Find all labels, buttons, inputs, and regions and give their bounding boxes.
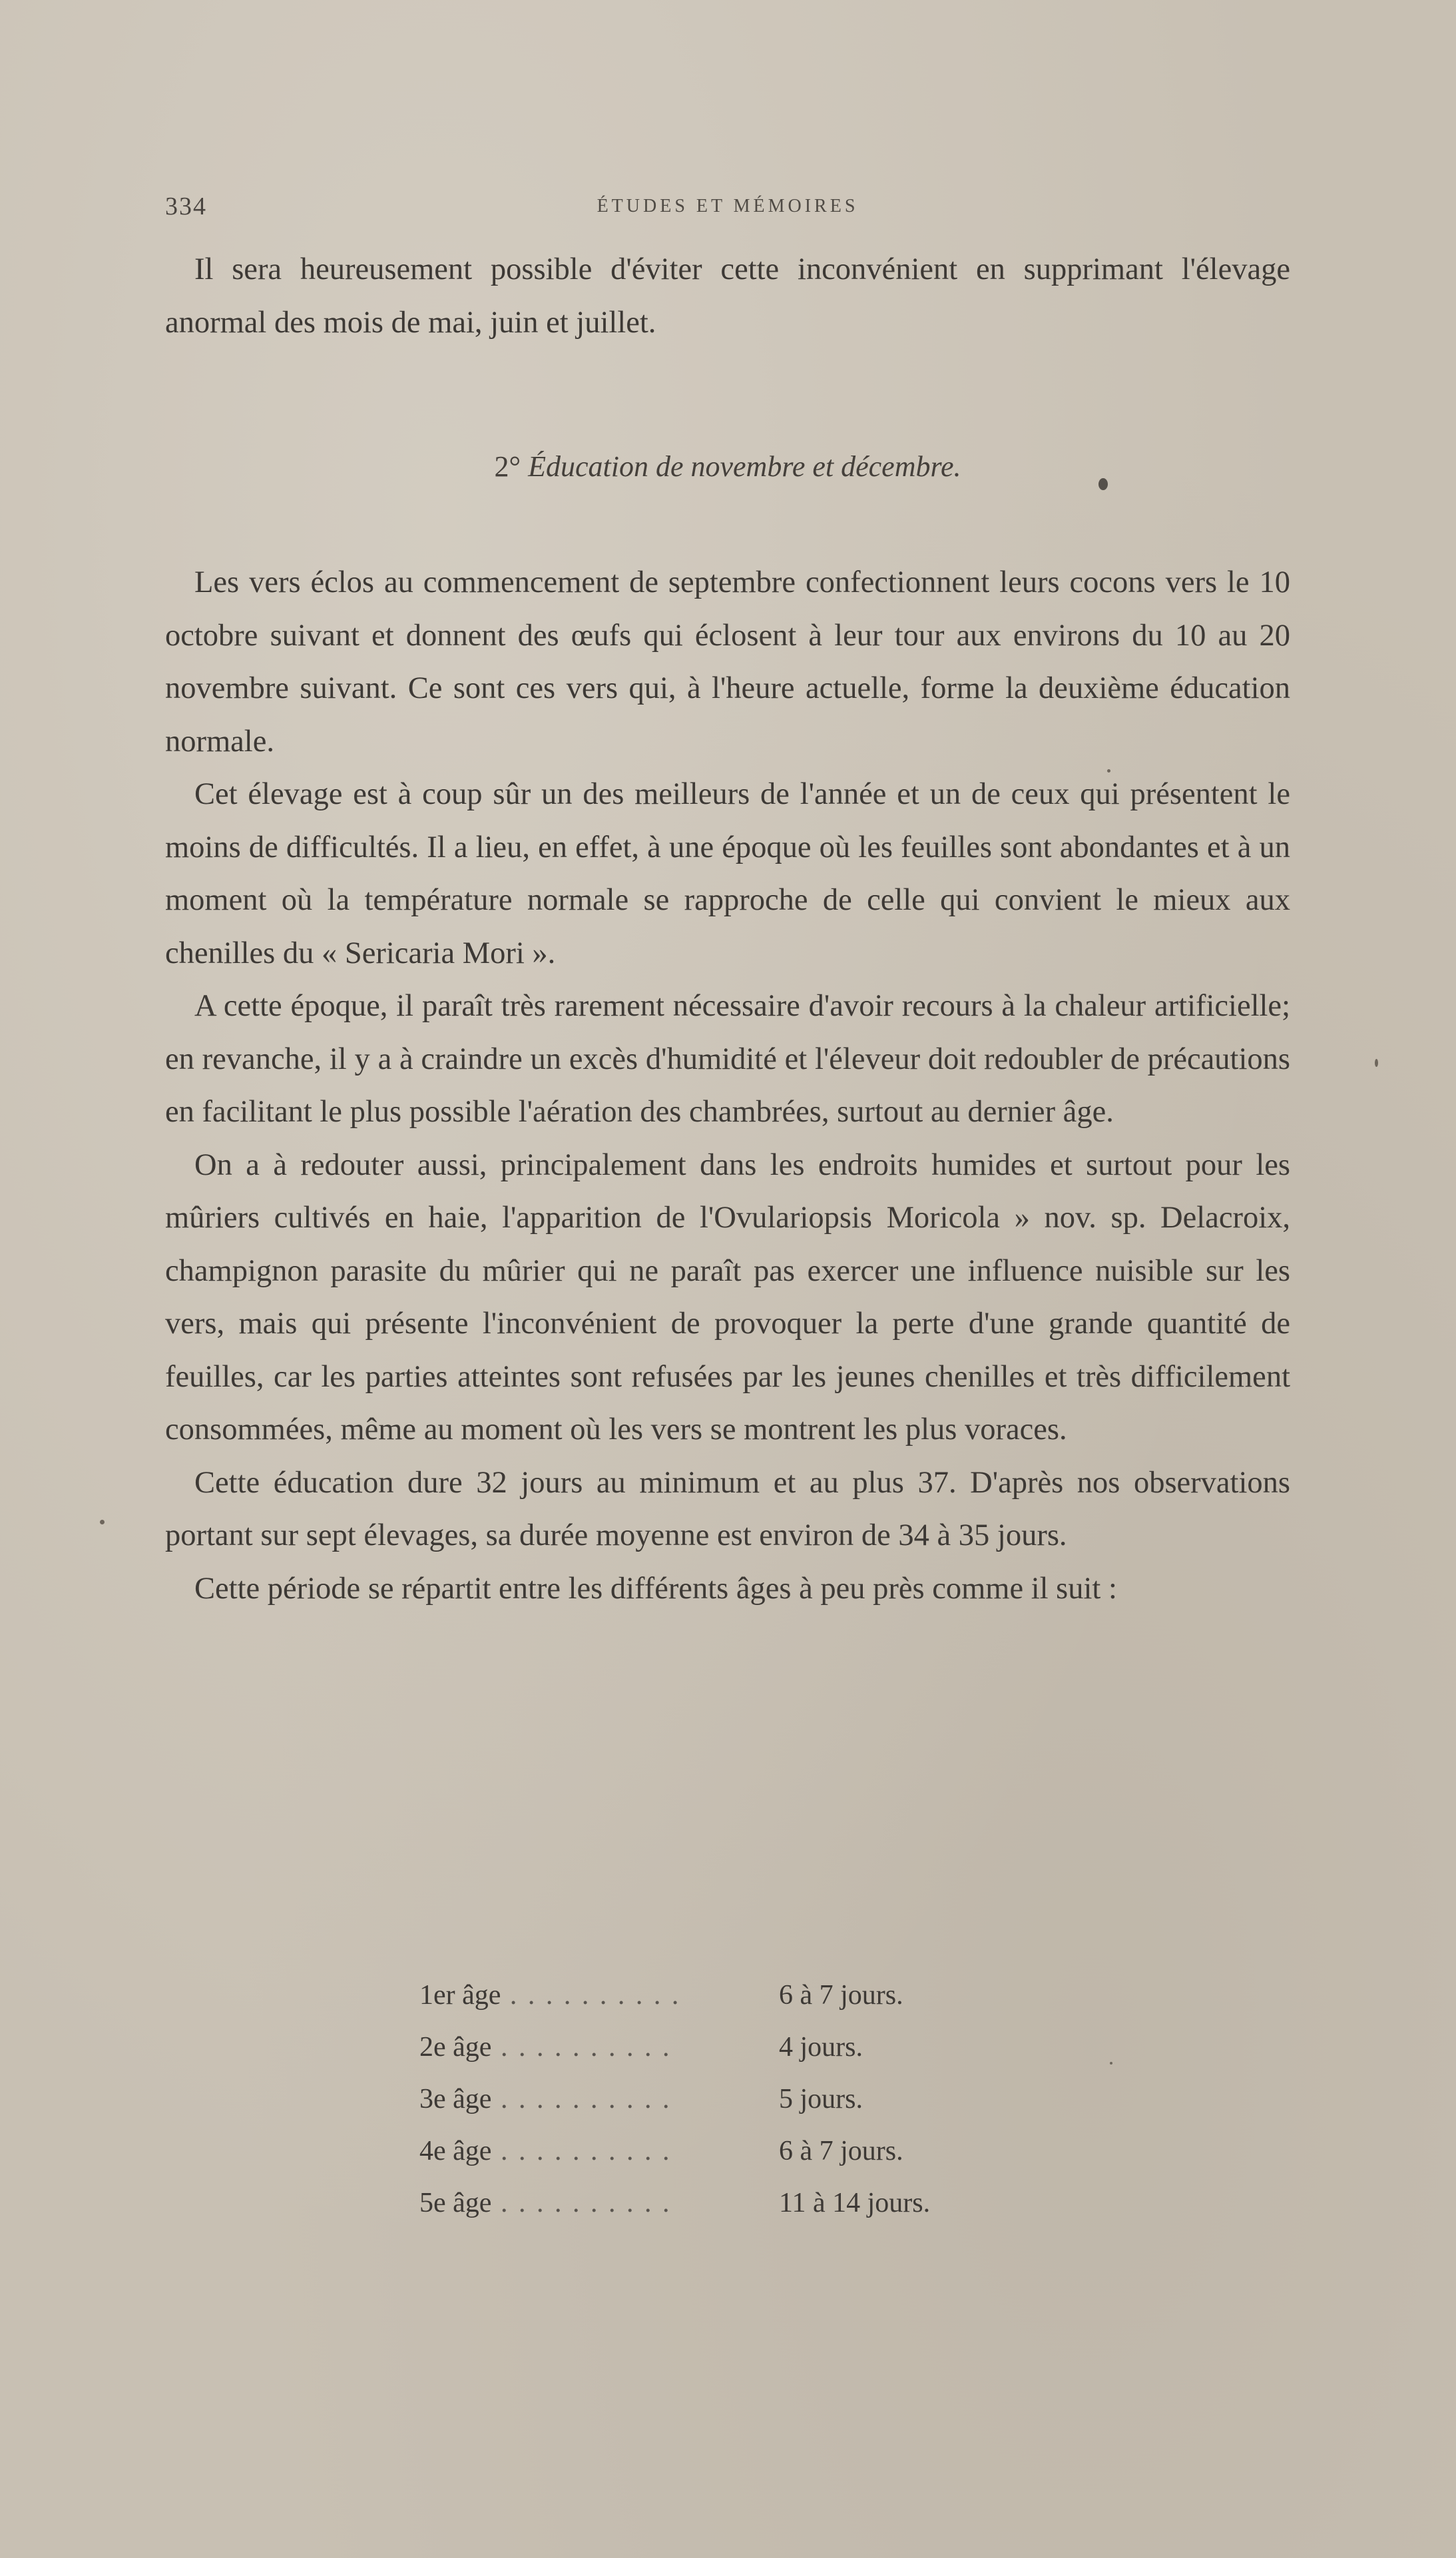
stage-label: 2e âge: [419, 2032, 492, 2063]
stage-duration: 6 à 7 jours.: [779, 1980, 903, 2011]
stage-duration: 6 à 7 jours.: [779, 2136, 903, 2166]
intro-paragraph: Il sera heureusement possible d'éviter cette inconvénient en supprimant l'élevage anormal des mois de mai, juin et juillet.: [165, 252, 1290, 340]
scan-speck: [1110, 2062, 1112, 2065]
section-heading: [165, 450, 1290, 483]
dot-leader: . . . . . . . . . .: [491, 2084, 672, 2114]
dot-leader: . . . . . . . . . .: [501, 1980, 681, 2011]
stage-duration: 4 jours.: [779, 2032, 863, 2063]
running-head: [165, 192, 1290, 225]
dot-leader: . . . . . . . . . .: [491, 2032, 672, 2063]
paragraph: A cette époque, il paraît très rarement nécessaire d'avoir recours à la chaleur artificielle; en revanche, il y a à craindre un excès d'humidité et l'éleveur doit redoubler de précautions en facilitant le plus possible l'aération des chambrées, surtout au dernier âge.: [165, 989, 1290, 1129]
stage-row: [419, 2021, 1085, 2073]
stage-label: 3e âge: [419, 2084, 492, 2114]
stage-row: [419, 2177, 1085, 2229]
paragraph: Cet élevage est à coup sûr un des meilleurs de l'année et un de ceux qui présentent le moins de difficultés. Il a lieu, en effet, à une époque où les feuilles sont abondantes et à un moment où la température normale se rapproche de celle qui convient le mieux aux chenilles du « Sericaria Mori ».: [165, 777, 1290, 970]
scan-speck: [1107, 769, 1110, 773]
scan-speck: [1375, 1059, 1378, 1067]
scan-speck: [1098, 478, 1108, 490]
stage-row: [419, 2073, 1085, 2125]
stage-label: 4e âge: [419, 2136, 492, 2166]
paragraph: Cette éducation dure 32 jours au minimum et au plus 37. D'après nos observations portant sur sept élevages, sa durée moyenne est environ de 34 à 35 jours.: [165, 1465, 1290, 1552]
dot-leader: . . . . . . . . . .: [491, 2188, 672, 2218]
section-title: Éducation de novembre et décembre.: [528, 450, 961, 483]
paragraph: On a à redouter aussi, principalement dans les endroits humides et surtout pour les mûriers cultivés en haie, l'apparition de l'Ovulariopsis Moricola » nov. sp. Delacroix, champignon parasite du mûrier qui ne paraît pas exercer une influence nuisible sur les vers, mais qui présente l'inconvénient de provoquer la perte d'une grande quantité de feuilles, car les parties atteintes sont refusées par les jeunes chenilles et très difficilement consommées, même au moment où les vers se montrent les plus voraces.: [165, 1147, 1290, 1446]
section-number: 2°: [494, 450, 521, 483]
scan-speck: [100, 1520, 105, 1524]
stage-row: [419, 2125, 1085, 2177]
stage-row: [419, 1969, 1085, 2021]
main-text: [165, 556, 1290, 1615]
paragraph: Cette période se répartit entre les différents âges à peu près comme il suit :: [194, 1571, 1117, 1606]
stage-label: 1er âge: [419, 1980, 501, 2011]
dot-leader: . . . . . . . . . .: [491, 2136, 672, 2166]
stage-label: 5e âge: [419, 2188, 492, 2218]
page-number: 334: [165, 192, 207, 220]
intro-block: [165, 243, 1290, 349]
stage-duration: 5 jours.: [779, 2084, 863, 2114]
paragraph: Les vers éclos au commencement de septembre confectionnent leurs cocons vers le 10 octobre suivant et donnent des œufs qui éclosent à leur tour aux environs du 10 au 20 novembre suivant. Ce sont ces vers qui, à l'heure actuelle, forme la deuxième éducation normale.: [165, 565, 1290, 759]
stage-duration: 11 à 14 jours.: [779, 2188, 931, 2218]
running-title: ÉTUDES ET MÉMOIRES: [597, 196, 859, 216]
stage-duration-list: [419, 1969, 1085, 2229]
